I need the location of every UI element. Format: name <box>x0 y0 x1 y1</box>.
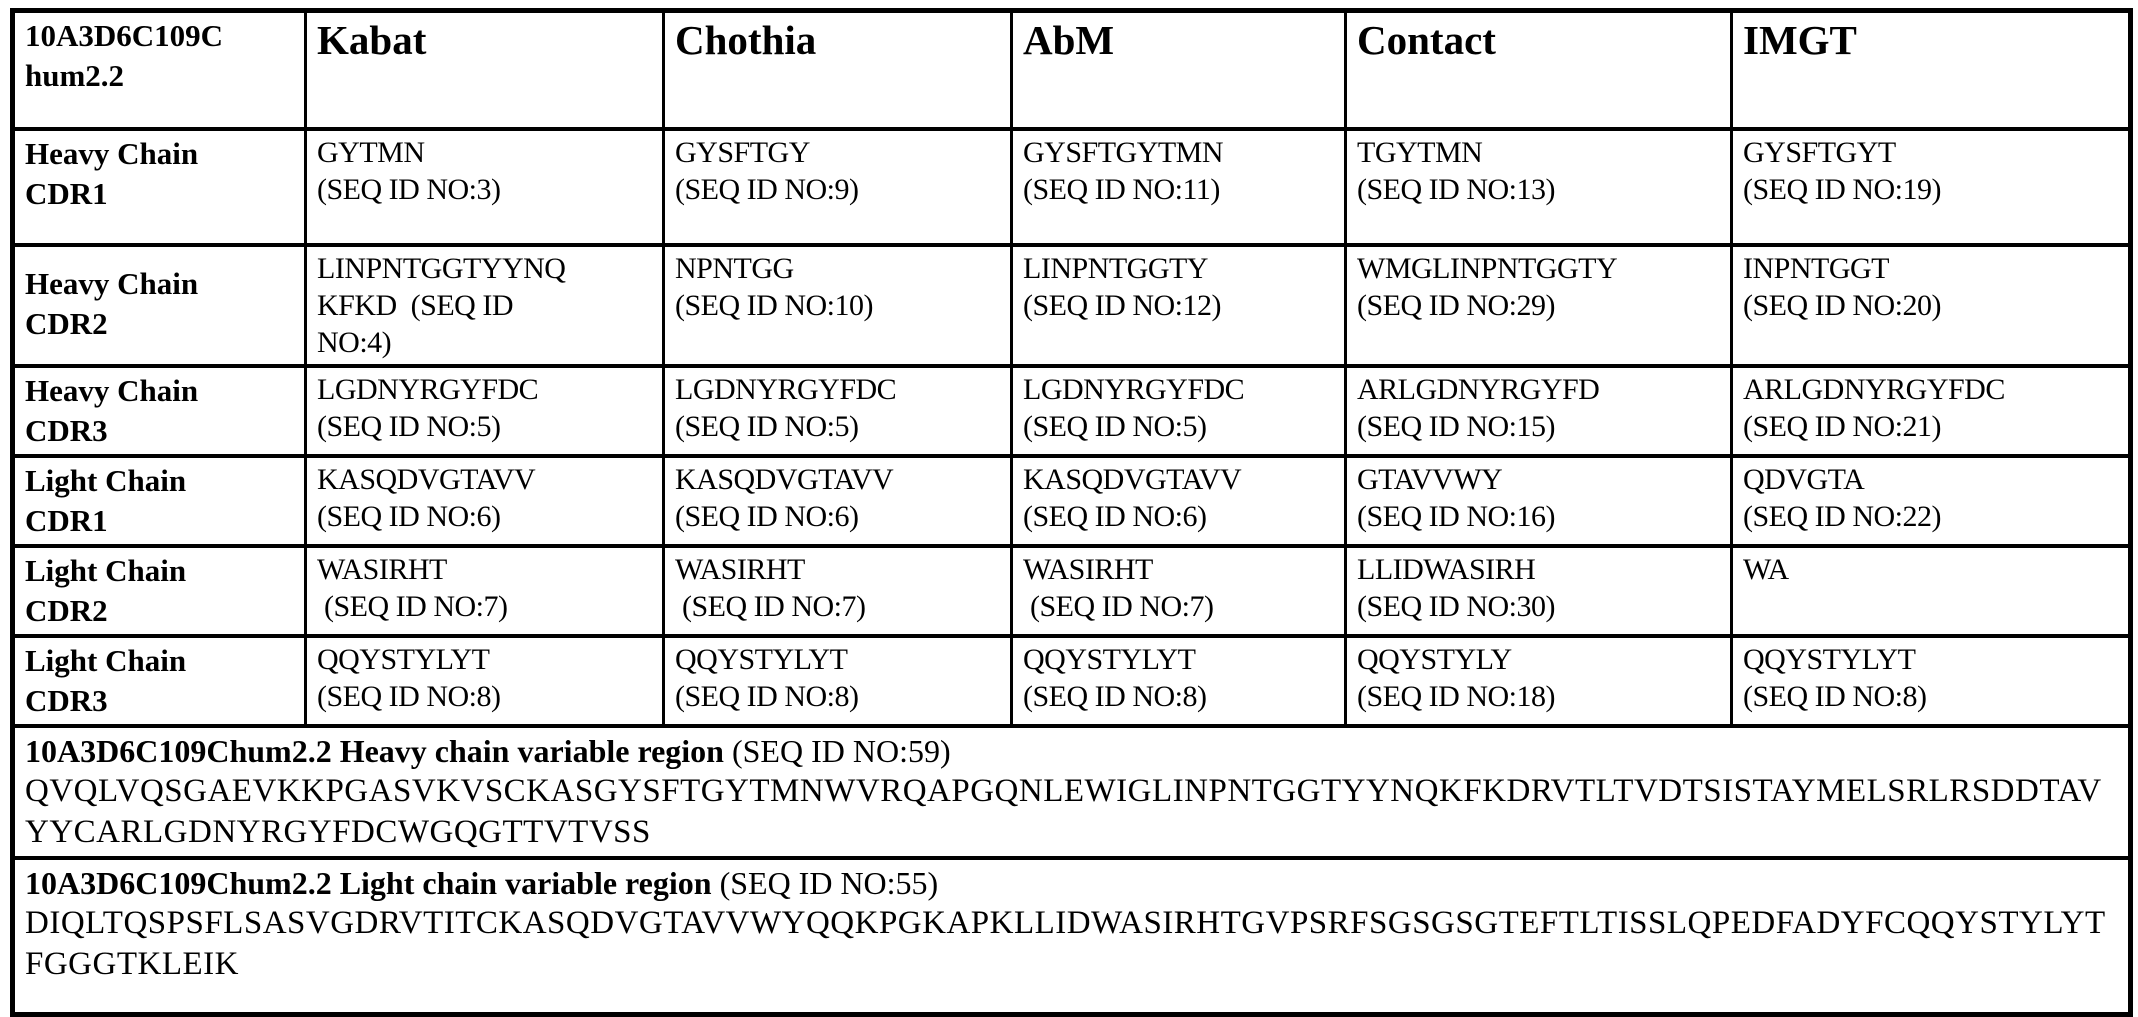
column-header-contact: Contact <box>1346 11 1732 129</box>
heavy-chain-variable-region-cell <box>13 726 2131 858</box>
row-label-heavy-cdr1: Heavy Chain CDR1 <box>13 129 306 245</box>
table-row-light-cdr2 <box>13 546 2131 636</box>
heavy-chain-region-seq-id: (SEQ ID NO:59) <box>723 732 951 769</box>
light-chain-variable-region-cell <box>13 858 2131 1015</box>
light-chain-region-seq-id: (SEQ ID NO:55) <box>711 864 939 901</box>
sequence-cell-kabat: GYTMN (SEQ ID NO:3) <box>306 129 664 245</box>
sequence-cell-imgt: GYSFTGYT (SEQ ID NO:19) <box>1732 129 2131 245</box>
row-label-light-cdr3: Light Chain CDR3 <box>13 636 306 726</box>
column-header-kabat: Kabat <box>306 11 664 129</box>
row-label-heavy-cdr3: Heavy Chain CDR3 <box>13 366 306 456</box>
sequence-cell-abm: WASIRHT (SEQ ID NO:7) <box>1012 546 1346 636</box>
sequence-cell-contact: LLIDWASIRH (SEQ ID NO:30) <box>1346 546 1732 636</box>
sequence-cell-kabat: LGDNYRGYFDC (SEQ ID NO:5) <box>306 366 664 456</box>
heavy-chain-variable-region-section <box>13 726 2131 858</box>
sequence-cell-contact: GTAVVWY (SEQ ID NO:16) <box>1346 456 1732 546</box>
sequence-cell-abm: KASQDVGTAVV (SEQ ID NO:6) <box>1012 456 1346 546</box>
column-header-chothia: Chothia <box>664 11 1012 129</box>
sequence-cell-kabat: KASQDVGTAVV (SEQ ID NO:6) <box>306 456 664 546</box>
sequence-cell-contact: WMGLINPNTGGTY (SEQ ID NO:29) <box>1346 245 1732 366</box>
sequence-cell-imgt: QQYSTYLYT (SEQ ID NO:8) <box>1732 636 2131 726</box>
antibody-id-header: 10A3D6C109C hum2.2 <box>13 11 306 129</box>
sequence-cell-abm: QQYSTYLYT (SEQ ID NO:8) <box>1012 636 1346 726</box>
light-chain-region-title <box>25 863 2120 903</box>
sequence-cell-chothia: KASQDVGTAVV (SEQ ID NO:6) <box>664 456 1012 546</box>
light-chain-variable-region-section <box>13 858 2131 1015</box>
table-row-light-cdr3 <box>13 636 2131 726</box>
table-row-heavy-cdr1 <box>13 129 2131 245</box>
sequence-cell-chothia: WASIRHT (SEQ ID NO:7) <box>664 546 1012 636</box>
row-label-light-cdr2: Light Chain CDR2 <box>13 546 306 636</box>
row-label-light-cdr1: Light Chain CDR1 <box>13 456 306 546</box>
column-header-abm: AbM <box>1012 11 1346 129</box>
sequence-cell-chothia: QQYSTYLYT (SEQ ID NO:8) <box>664 636 1012 726</box>
table-row-light-cdr1 <box>13 456 2131 546</box>
light-chain-region-title-bold: 10A3D6C109Chum2.2 Light chain variable region <box>25 864 712 901</box>
sequence-cell-contact: QQYSTYLY (SEQ ID NO:18) <box>1346 636 1732 726</box>
table-header-row <box>13 11 2131 129</box>
sequence-cell-imgt: ARLGDNYRGYFDC (SEQ ID NO:21) <box>1732 366 2131 456</box>
sequence-cell-kabat: LINPNTGGTYYNQ KFKD (SEQ ID NO:4) <box>306 245 664 366</box>
sequence-cell-abm: LGDNYRGYFDC (SEQ ID NO:5) <box>1012 366 1346 456</box>
sequence-cell-imgt: QDVGTA (SEQ ID NO:22) <box>1732 456 2131 546</box>
sequence-cell-kabat: WASIRHT (SEQ ID NO:7) <box>306 546 664 636</box>
sequence-cell-abm: GYSFTGYTMN (SEQ ID NO:11) <box>1012 129 1346 245</box>
sequence-cell-imgt: INPNTGGT (SEQ ID NO:20) <box>1732 245 2131 366</box>
heavy-chain-region-title <box>25 731 2120 771</box>
sequence-cell-chothia: GYSFTGY (SEQ ID NO:9) <box>664 129 1012 245</box>
sequence-cell-imgt: WA <box>1732 546 2131 636</box>
column-header-imgt: IMGT <box>1732 11 2131 129</box>
sequence-cell-kabat: QQYSTYLYT (SEQ ID NO:8) <box>306 636 664 726</box>
table-row-heavy-cdr3 <box>13 366 2131 456</box>
sequence-cell-contact: ARLGDNYRGYFD (SEQ ID NO:15) <box>1346 366 1732 456</box>
cdr-sequence-table <box>10 8 2133 1017</box>
row-label-heavy-cdr2: Heavy Chain CDR2 <box>13 245 306 366</box>
sequence-cell-chothia: LGDNYRGYFDC (SEQ ID NO:5) <box>664 366 1012 456</box>
sequence-cell-contact: TGYTMN (SEQ ID NO:13) <box>1346 129 1732 245</box>
table-row-heavy-cdr2 <box>13 245 2131 366</box>
sequence-cell-chothia: NPNTGG (SEQ ID NO:10) <box>664 245 1012 366</box>
light-chain-variable-sequence: DIQLTQSPSFLSASVGDRVTITCKASQDVGTAVVWYQQKPGKAPKLLIDWASIRHTGVPSRFSGSGSGTEFTLTISSLQPEDFADYFCQQYSTYLYTFGGGTKLEIK <box>25 904 2106 982</box>
heavy-chain-variable-sequence: QVQLVQSGAEVKKPGASVKVSCKASGYSFTGYTMNWVRQAPGQNLEWIGLINPNTGGTYYNQKFKDRVTLTVDTSISTAYMELSRLRSDDTAVYYCARLGDNYRGYFDCWGQGTTVTVSS <box>25 772 2102 850</box>
sequence-cell-abm: LINPNTGGTY (SEQ ID NO:12) <box>1012 245 1346 366</box>
heavy-chain-region-title-bold: 10A3D6C109Chum2.2 Heavy chain variable region <box>25 732 724 769</box>
